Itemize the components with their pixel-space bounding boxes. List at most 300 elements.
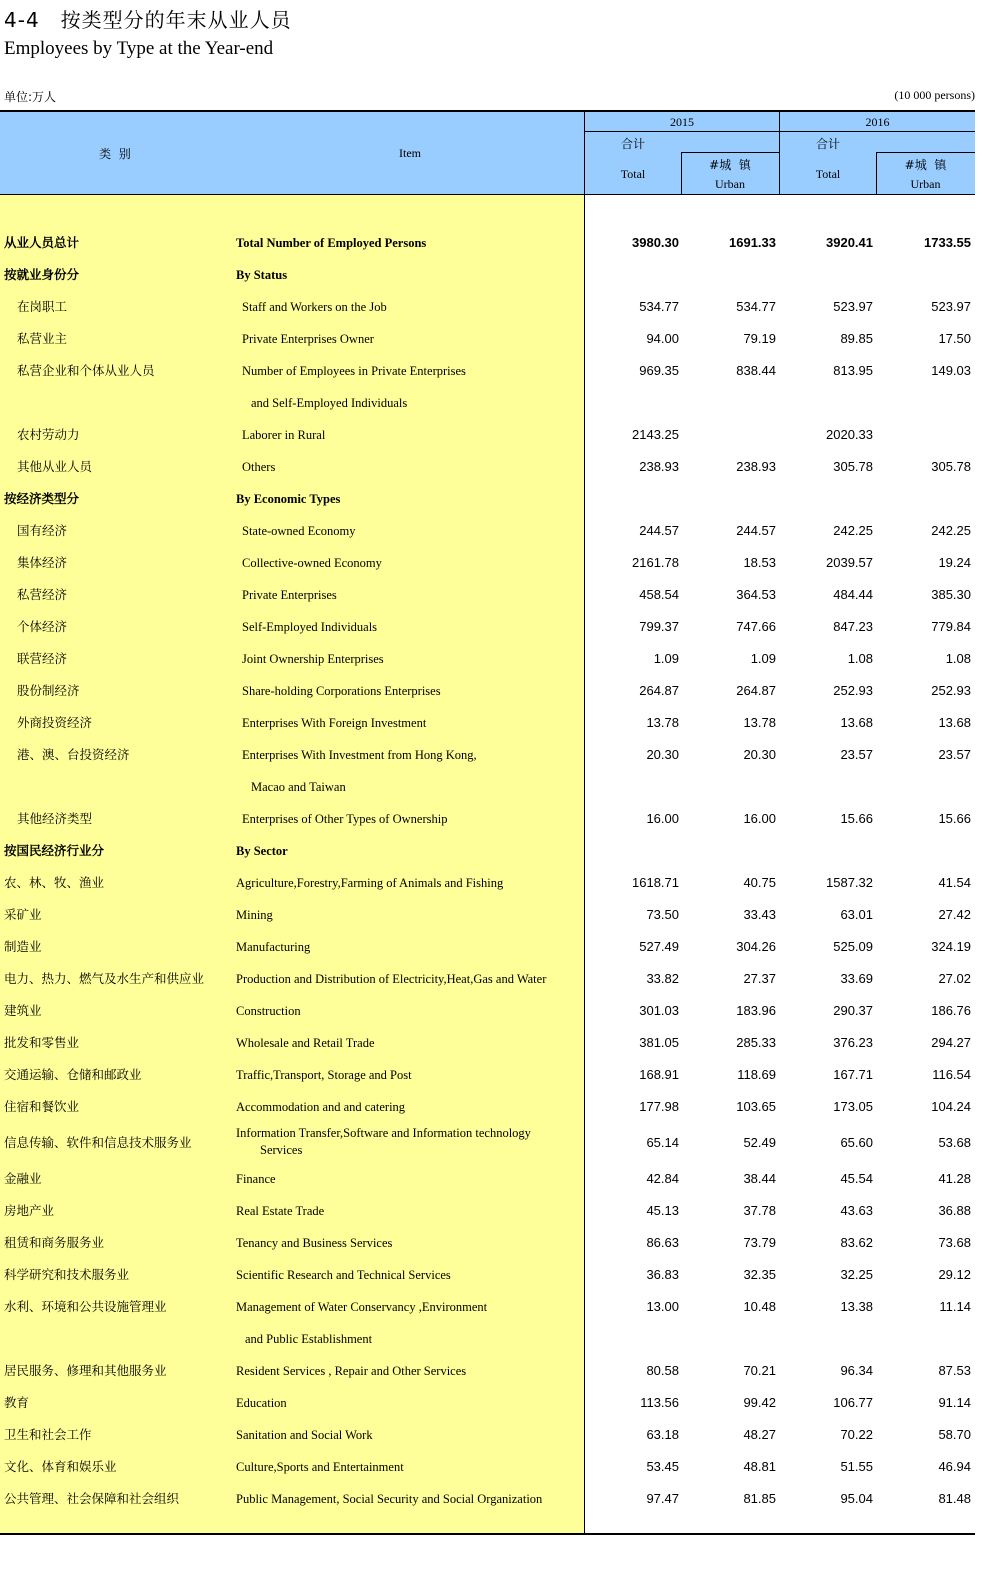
value-2016-urban: 73.68 (938, 1235, 971, 1250)
value-2016-urban (881, 419, 971, 451)
row-label-en: Others (242, 460, 276, 474)
unit-label-en: (10 000 persons) (894, 88, 975, 102)
row-label-cn: 电力、热力、燃气及水生产和供应业 (4, 971, 205, 986)
row-label-cn: 私营业主 (17, 331, 68, 346)
value-2016-total: 847.23 (833, 619, 873, 634)
value-2015-urban (686, 387, 776, 419)
value-2016-urban: 242.25 (931, 523, 971, 538)
value-2015-urban: 118.69 (737, 1067, 776, 1082)
table-row (0, 835, 975, 867)
table-row (0, 931, 975, 963)
value-2016-total (783, 259, 873, 291)
table-row (0, 1027, 975, 1059)
value-2015-total: 264.87 (639, 683, 679, 698)
table-row (0, 739, 975, 771)
row-label-cn: 私营企业和个体从业人员 (17, 363, 155, 378)
value-2016-urban (881, 771, 971, 803)
row-label-en: Joint Ownership Enterprises (242, 652, 384, 666)
value-2015-total: 168.91 (639, 1067, 679, 1082)
row-label-cn: 按经济类型分 (4, 491, 80, 506)
row-label-en: Finance (236, 1172, 276, 1186)
table-row (0, 899, 975, 931)
value-2016-urban: 29.12 (938, 1267, 971, 1282)
year-divider-rule (585, 131, 975, 132)
value-2016-urban (881, 259, 971, 291)
row-label-cn: 科学研究和技术服务业 (4, 1267, 130, 1282)
header-total-en-2015: Total (620, 167, 646, 181)
table-row (0, 451, 975, 483)
value-2015-urban: 32.35 (743, 1267, 776, 1282)
row-label-en: Public Management, Social Security and Social Organization (236, 1492, 543, 1506)
row-label-en: Macao and Taiwan (251, 780, 346, 794)
value-2015-urban: 103.65 (736, 1099, 776, 1114)
row-label-cn: 私营经济 (17, 587, 68, 602)
value-2015-total: 238.93 (639, 459, 679, 474)
row-label-cn: 居民服务、修理和其他服务业 (4, 1363, 167, 1378)
value-2016-urban: 19.24 (938, 555, 971, 570)
value-2016-urban: 1733.55 (924, 235, 971, 250)
row-label-cn: 按国民经济行业分 (4, 843, 105, 858)
value-2015-urban: 38.44 (743, 1171, 776, 1186)
value-2015-urban: 16.00 (743, 811, 776, 826)
unit-label-cn: 单位:万人 (4, 90, 57, 104)
table-row (0, 1163, 975, 1195)
value-2015-total: 36.83 (646, 1267, 679, 1282)
value-2015-urban: 183.96 (736, 1003, 776, 1018)
value-2015-urban: 264.87 (736, 683, 776, 698)
value-2015-total: 2143.25 (632, 427, 679, 442)
row-label-en: Construction (236, 1004, 301, 1018)
table-row (0, 227, 975, 259)
value-2016-urban: 305.78 (931, 459, 971, 474)
table-row (0, 1419, 975, 1451)
value-2016-urban: 116.54 (932, 1067, 971, 1082)
table-row (0, 1355, 975, 1387)
row-label-cn: 采矿业 (4, 907, 42, 922)
value-2016-total (783, 387, 873, 419)
value-2016-urban: 385.30 (931, 587, 971, 602)
row-label-en: Private Enterprises (242, 588, 337, 602)
value-2016-total: 2020.33 (826, 427, 873, 442)
value-2015-total: 20.30 (646, 747, 679, 762)
value-2015-urban: 33.43 (743, 907, 776, 922)
row-label-cn: 教育 (4, 1395, 30, 1410)
row-label-cn: 个体经济 (17, 619, 68, 634)
value-2015-urban (686, 259, 776, 291)
value-2015-total: 80.58 (646, 1363, 679, 1378)
value-2015-total (589, 483, 679, 515)
row-label-en: Resident Services , Repair and Other Services (236, 1364, 467, 1378)
value-2016-total: 33.69 (840, 971, 873, 986)
value-2016-total: 89.85 (840, 331, 873, 346)
table-row (0, 1387, 975, 1419)
table-row (0, 1323, 975, 1355)
row-label-en: Education (236, 1396, 287, 1410)
table-row (0, 387, 975, 419)
table-row (0, 1291, 975, 1323)
value-2015-urban (686, 1323, 776, 1355)
table-row (0, 1091, 975, 1123)
value-2016-total: 106.77 (833, 1395, 873, 1410)
value-2016-urban: 27.02 (938, 971, 971, 986)
row-label-en: State-owned Economy (242, 524, 356, 538)
row-label-cn: 信息传输、软件和信息技术服务业 (4, 1135, 192, 1150)
table-row (0, 291, 975, 323)
header-total-cn-2016: 合计 (815, 137, 840, 151)
value-2016-urban: 104.24 (931, 1099, 971, 1114)
row-label-cn: 农、林、牧、渔业 (4, 875, 105, 890)
header-urban-en-2015: Urban (715, 177, 745, 191)
value-2015-urban: 13.78 (743, 715, 776, 730)
table-row (0, 1227, 975, 1259)
value-2015-urban (686, 419, 776, 451)
value-2016-urban: 186.76 (931, 1003, 971, 1018)
value-2016-total: 242.25 (833, 523, 873, 538)
row-label-en: Enterprises With Foreign Investment (242, 716, 427, 730)
value-2015-total: 113.56 (640, 1395, 679, 1410)
row-label-en: Manufacturing (236, 940, 311, 954)
row-label-en: Management of Water Conservancy ,Environment (236, 1300, 488, 1314)
table-row (0, 707, 975, 739)
value-2015-total: 458.54 (639, 587, 679, 602)
value-2015-total: 527.49 (639, 939, 679, 954)
row-label-cn: 租赁和商务服务业 (4, 1235, 105, 1250)
value-2016-total (783, 835, 873, 867)
value-2015-urban (686, 835, 776, 867)
table-row (0, 1195, 975, 1227)
table-row (0, 803, 975, 835)
value-2015-total: 3980.30 (632, 235, 679, 250)
table-row (0, 259, 975, 291)
value-2015-urban (686, 771, 776, 803)
row-label-cn: 金融业 (4, 1171, 42, 1186)
value-2015-total: 65.14 (646, 1135, 679, 1150)
table-row (0, 419, 975, 451)
value-2015-urban: 304.26 (736, 939, 776, 954)
table-row (0, 643, 975, 675)
row-label-cn: 从业人员总计 (4, 235, 80, 250)
value-2016-total: 173.05 (833, 1099, 873, 1114)
value-2016-urban: 779.84 (931, 619, 971, 634)
value-2016-urban: 53.68 (938, 1135, 971, 1150)
value-2016-total: 376.23 (833, 1035, 873, 1050)
value-2016-total: 3920.41 (826, 235, 873, 250)
value-2015-total: 53.45 (646, 1459, 679, 1474)
value-2016-total: 70.22 (840, 1427, 873, 1442)
value-2016-total: 95.04 (840, 1491, 873, 1506)
value-2015-urban: 81.85 (743, 1491, 776, 1506)
table-row (0, 355, 975, 387)
table-row (0, 1123, 975, 1163)
row-label-en: Private Enterprises Owner (242, 332, 374, 346)
value-2015-urban: 747.66 (736, 619, 776, 634)
row-label-cn: 文化、体育和娱乐业 (4, 1459, 117, 1474)
row-label-en: Total Number of Employed Persons (236, 236, 427, 250)
header-urban-cn-2015: #城 镇 (709, 158, 751, 172)
row-label-cn: 制造业 (4, 939, 42, 954)
value-2015-total: 63.18 (646, 1427, 679, 1442)
table-row (0, 483, 975, 515)
value-2016-urban (881, 483, 971, 515)
row-label-en: Enterprises of Other Types of Ownership (242, 812, 448, 826)
row-label-cn: 其他从业人员 (17, 459, 93, 474)
row-label-en: Number of Employees in Private Enterprises (242, 364, 466, 378)
value-2016-urban: 324.19 (931, 939, 971, 954)
value-2015-total: 97.47 (646, 1491, 679, 1506)
table-row (0, 995, 975, 1027)
header-year-2015: 2015 (670, 115, 694, 129)
row-label-en-line: Information Transfer,Software and Information technology (236, 1126, 531, 1140)
row-label-en: Culture,Sports and Entertainment (236, 1460, 404, 1474)
row-label-cn: 卫生和社会工作 (4, 1427, 92, 1442)
value-2016-urban: 91.14 (938, 1395, 971, 1410)
row-label-en: and Self-Employed Individuals (251, 396, 408, 410)
table-row (0, 579, 975, 611)
row-label-en: Laborer in Rural (242, 428, 326, 442)
row-label-en-line: Services (260, 1143, 303, 1157)
row-label-en: Wholesale and Retail Trade (236, 1036, 375, 1050)
value-2015-urban: 52.49 (743, 1135, 776, 1150)
header-bottom-rule (0, 194, 975, 195)
table-row (0, 547, 975, 579)
value-2015-urban: 1.09 (750, 651, 776, 666)
value-2016-total: 15.66 (840, 811, 873, 826)
value-2016-total: 2039.57 (826, 555, 873, 570)
value-2015-total: 33.82 (646, 971, 679, 986)
value-2015-total: 1.09 (653, 651, 679, 666)
row-label-cn: 港、澳、台投资经济 (17, 747, 130, 762)
value-2016-total: 23.57 (840, 747, 873, 762)
table-row (0, 515, 975, 547)
value-2016-total: 63.01 (840, 907, 873, 922)
value-2015-total: 94.00 (646, 331, 679, 346)
value-2016-total: 523.97 (833, 299, 873, 314)
table-row (0, 1259, 975, 1291)
header-urban-en-2016: Urban (910, 177, 941, 191)
header-urban-cn-2016: #城 镇 (904, 158, 947, 172)
row-label-cn: 联营经济 (17, 651, 68, 666)
value-2015-urban: 18.53 (743, 555, 776, 570)
value-2016-total: 305.78 (833, 459, 873, 474)
value-2016-urban: 36.88 (938, 1203, 971, 1218)
value-2016-total: 43.63 (840, 1203, 873, 1218)
value-2016-urban: 27.42 (938, 907, 971, 922)
value-2015-urban: 20.30 (743, 747, 776, 762)
value-2015-urban: 1691.33 (729, 235, 776, 250)
value-2015-urban: 40.75 (743, 875, 776, 890)
row-label-en: By Status (236, 268, 288, 282)
value-2016-total: 813.95 (833, 363, 873, 378)
row-label-en: Collective-owned Economy (242, 556, 382, 570)
value-2015-total: 45.13 (646, 1203, 679, 1218)
value-2015-total: 534.77 (639, 299, 679, 314)
row-label-en: Agriculture,Forestry,Farming of Animals and Fishing (236, 876, 504, 890)
value-2015-urban (686, 483, 776, 515)
value-2015-urban: 285.33 (736, 1035, 776, 1050)
value-2016-total: 167.71 (833, 1067, 873, 1082)
row-label-cn: 其他经济类型 (17, 811, 93, 826)
row-label-cn: 交通运输、仓储和邮政业 (4, 1067, 142, 1082)
row-label-en: Real Estate Trade (236, 1204, 325, 1218)
value-2016-total: 96.34 (840, 1363, 873, 1378)
value-2015-total: 381.05 (639, 1035, 679, 1050)
row-label-en: Enterprises With Investment from Hong Kong, (242, 748, 477, 762)
value-2015-total (589, 1323, 679, 1355)
value-2016-urban: 58.70 (938, 1427, 971, 1442)
row-label-cn: 水利、环境和公共设施管理业 (4, 1299, 167, 1314)
row-label-en: Sanitation and Social Work (236, 1428, 373, 1442)
row-label-cn: 农村劳动力 (17, 427, 80, 442)
value-2016-urban: 46.94 (938, 1459, 971, 1474)
value-2016-urban: 1.08 (945, 651, 971, 666)
value-2015-total: 13.78 (646, 715, 679, 730)
row-label-en: Scientific Research and Technical Services (236, 1268, 451, 1282)
header-total-en-2016: Total (815, 167, 841, 181)
row-label-cn: 公共管理、社会保障和社会组织 (4, 1491, 180, 1506)
row-label-cn: 房地产业 (4, 1203, 55, 1218)
value-2015-urban: 534.77 (736, 299, 776, 314)
table-row (0, 675, 975, 707)
table-row (0, 323, 975, 355)
table-title-en: Employees by Type at the Year-end (4, 38, 274, 59)
value-2015-total: 301.03 (639, 1003, 679, 1018)
value-2016-urban: 81.48 (938, 1491, 971, 1506)
value-2015-urban: 48.81 (743, 1459, 776, 1474)
value-2015-total (589, 387, 679, 419)
value-2015-urban: 73.79 (743, 1235, 776, 1250)
value-2015-total: 42.84 (646, 1171, 679, 1186)
value-2015-total: 244.57 (639, 523, 679, 538)
row-label-cn: 国有经济 (17, 523, 68, 538)
value-2015-total: 799.37 (639, 619, 679, 634)
row-label-cn: 外商投资经济 (17, 715, 93, 730)
value-2016-total: 51.55 (840, 1459, 873, 1474)
value-2016-urban (881, 387, 971, 419)
row-label-en: Self-Employed Individuals (242, 620, 378, 634)
value-2015-total: 969.35 (639, 363, 679, 378)
value-2015-total (589, 835, 679, 867)
value-2016-total (783, 483, 873, 515)
row-label-en: By Sector (236, 844, 288, 858)
header-category-cn: 类 别 (99, 147, 131, 161)
row-label-en: Accommodation and and catering (236, 1100, 406, 1114)
bottom-rule (0, 1533, 975, 1535)
row-label-en: Staff and Workers on the Job (242, 300, 387, 314)
value-2016-urban: 149.03 (931, 363, 971, 378)
value-2016-total: 65.60 (840, 1135, 873, 1150)
table-row (0, 611, 975, 643)
value-2016-total: 1587.32 (826, 875, 873, 890)
table-row (0, 867, 975, 899)
table-row (0, 1451, 975, 1483)
value-2015-urban: 10.48 (743, 1299, 776, 1314)
value-2016-urban: 13.68 (938, 715, 971, 730)
value-2016-total (783, 1323, 873, 1355)
table-row (0, 1483, 975, 1515)
value-2016-urban: 23.57 (938, 747, 971, 762)
value-2016-urban: 252.93 (931, 683, 971, 698)
value-2016-total: 525.09 (833, 939, 873, 954)
row-label-cn: 按就业身份分 (4, 267, 80, 282)
row-label-cn: 住宿和餐饮业 (4, 1099, 80, 1114)
value-2015-total: 13.00 (646, 1299, 679, 1314)
value-2015-total: 177.98 (639, 1099, 679, 1114)
value-2016-total: 252.93 (833, 683, 873, 698)
value-2015-total: 86.63 (646, 1235, 679, 1250)
value-2015-total (589, 771, 679, 803)
value-2016-urban: 87.53 (938, 1363, 971, 1378)
row-label-en: By Economic Types (236, 492, 341, 506)
header-total-cn-2015: 合计 (620, 137, 645, 151)
row-label-cn: 批发和零售业 (4, 1035, 80, 1050)
value-2016-total: 45.54 (840, 1171, 873, 1186)
value-2015-urban: 838.44 (736, 363, 776, 378)
urban-top-rule-2015 (681, 152, 779, 153)
value-2016-total: 13.68 (840, 715, 873, 730)
value-2016-total: 484.44 (833, 587, 873, 602)
row-label-cn: 集体经济 (17, 555, 68, 570)
table-row (0, 1059, 975, 1091)
row-label-en: Traffic,Transport, Storage and Post (236, 1068, 412, 1082)
value-2016-urban (881, 1323, 971, 1355)
value-2015-total: 16.00 (646, 811, 679, 826)
value-2015-total: 2161.78 (632, 555, 679, 570)
value-2016-total: 83.62 (840, 1235, 873, 1250)
value-2015-urban: 27.37 (743, 971, 776, 986)
value-2016-urban: 523.97 (931, 299, 971, 314)
value-2016-total (783, 771, 873, 803)
value-2015-urban: 364.53 (736, 587, 776, 602)
value-2015-urban: 37.78 (743, 1203, 776, 1218)
row-label-cn: 建筑业 (4, 1003, 42, 1018)
value-2016-total: 13.38 (840, 1299, 873, 1314)
top-rule (0, 110, 975, 112)
value-2015-urban: 48.27 (743, 1427, 776, 1442)
value-2016-urban: 41.54 (938, 875, 971, 890)
value-2015-urban: 238.93 (736, 459, 776, 474)
value-2016-urban: 294.27 (931, 1035, 971, 1050)
value-2015-urban: 99.42 (743, 1395, 776, 1410)
row-label-en: Mining (236, 908, 273, 922)
row-label-en: Production and Distribution of Electricity,Heat,Gas and Water (236, 972, 547, 986)
table-row (0, 771, 975, 803)
table-title-cn: 4-4 按类型分的年末从业人员 (4, 8, 292, 32)
urban-top-rule-2016 (876, 152, 975, 153)
value-2015-total (589, 259, 679, 291)
row-label-en: and Public Establishment (245, 1332, 373, 1346)
value-2016-total: 32.25 (840, 1267, 873, 1282)
header-year-2016: 2016 (865, 115, 890, 129)
value-2015-total: 1618.71 (632, 875, 679, 890)
value-2015-urban: 70.21 (743, 1363, 776, 1378)
value-2016-urban: 15.66 (938, 811, 971, 826)
value-2015-urban: 244.57 (736, 523, 776, 538)
table-row (0, 963, 975, 995)
value-2015-urban: 79.19 (743, 331, 776, 346)
value-2015-total: 73.50 (646, 907, 679, 922)
row-label-en: Share-holding Corporations Enterprises (242, 684, 441, 698)
header-item-en: Item (399, 146, 421, 160)
value-2016-urban (881, 835, 971, 867)
row-label-cn: 在岗职工 (17, 299, 68, 314)
row-label-en: Tenancy and Business Services (236, 1236, 393, 1250)
row-label-en (236, 1125, 531, 1159)
value-2016-urban: 17.50 (938, 331, 971, 346)
value-2016-urban: 11.14 (939, 1299, 971, 1314)
value-2016-total: 290.37 (833, 1003, 873, 1018)
value-2016-urban: 41.28 (938, 1171, 971, 1186)
row-label-cn: 股份制经济 (17, 683, 80, 698)
